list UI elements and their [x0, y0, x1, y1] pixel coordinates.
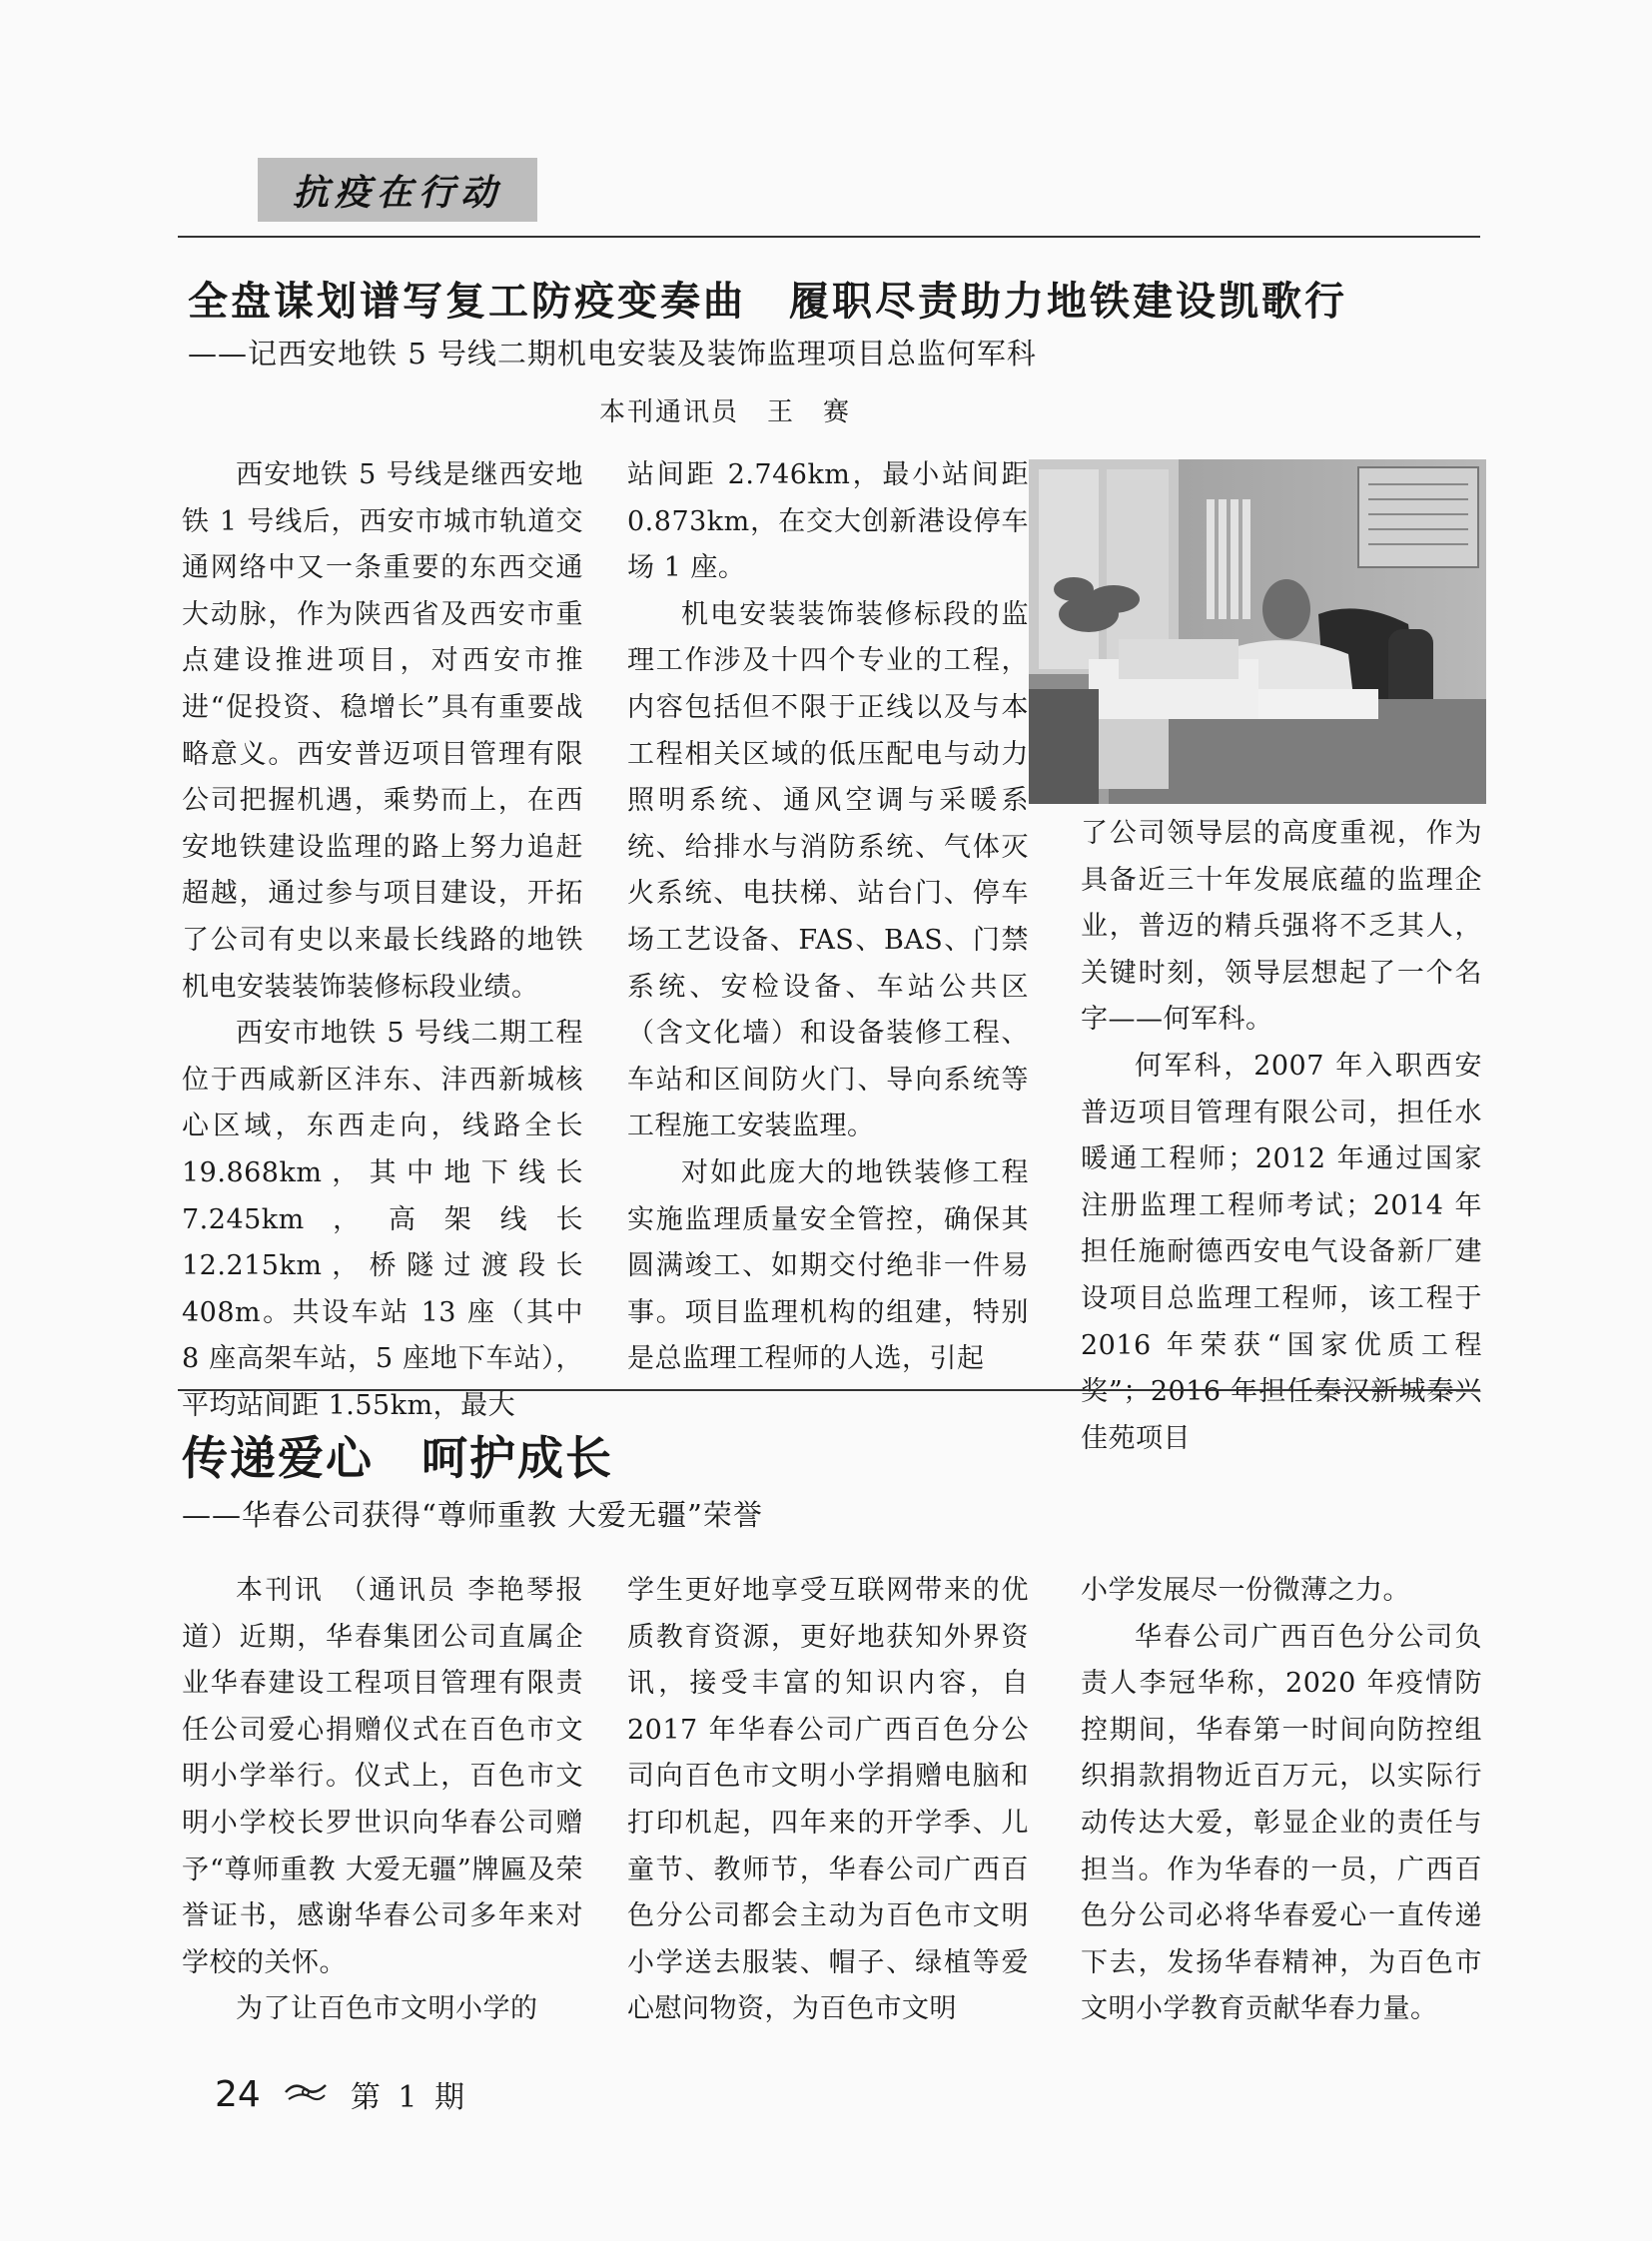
paragraph: 了公司领导层的高度重视，作为具备近三十年发展底蕴的监理企业，普迈的精兵强将不乏其人，关键时刻，领导层想起了一个名字——何军科。: [1081, 818, 1482, 1036]
article1-title: 全盘谋划谱写复工防疫变奏曲 履职尽责助力地铁建设凯歌行: [188, 278, 1347, 325]
paragraph: 学生更好地享受互联网带来的优质教育资源，更好地获知外界资讯，接受丰富的知识内容，自 2017 年华春公司广西百色分公司向百色市文明小学捐赠电脑和打印机起，四年来的开学季、儿童节、教师节，华春公司广西百色分公司都会主动为百色市文明小学送去服装、帽子、绿植等爱心慰问物资，为百色市文明: [627, 1575, 1029, 2025]
page-number: 24: [215, 2073, 261, 2115]
article1-column-1: [182, 452, 583, 1429]
article1-column-2: [627, 452, 1029, 1383]
section-tag: 抗疫在行动: [258, 158, 537, 222]
paragraph: 小学发展尽一份微薄之力。: [1081, 1575, 1410, 1606]
article1-byline: 本刊通讯员 王 赛: [599, 397, 852, 427]
paragraph: 对如此庞大的地铁装修工程实施监理质量安全管控，确保其圆满竣工、如期交付绝非一件易事。项目监理机构的组建，特别是总监理工程师的人选，引起: [627, 1156, 1029, 1375]
article2-column-1: [182, 1568, 583, 2033]
article1-column-3: [1081, 811, 1482, 1462]
top-divider: [178, 236, 1480, 238]
article2-column-2: [627, 1568, 1029, 2033]
office-photo: [1029, 459, 1486, 804]
paragraph: 西安市地铁 5 号线二期工程位于西咸新区沣东、沣西新城核心区域，东西走向，线路全长 19.868km，其中地下线长 7.245km，高架线长 12.215km，桥隧过渡段长 408m。共设车站 13 座（其中 8 座高架车站，5 座地下车站），平均站间距 1.55km，最大: [182, 1018, 583, 1421]
article2-subtitle: ——华春公司获得“尊师重教 大爱无疆”荣誉: [182, 1498, 763, 1532]
issue-label: 第 1 期: [350, 2080, 468, 2115]
paragraph: 站间距 2.746km，最小站间距 0.873km，在交大创新港设停车场 1 座。: [627, 459, 1029, 584]
article2-title: 传递爱心 呵护成长: [182, 1431, 613, 1485]
article2-column-3: [1081, 1568, 1482, 2033]
section-divider: [178, 1389, 1480, 1391]
paragraph: 机电安装装饰装修标段的监理工作涉及十四个专业的工程，内容包括但不限于正线以及与本工程相关区域的低压配电与动力照明系统、通风空调与采暖系统、给排水与消防系统、气体灭火系统、电扶梯、站台门、停车场工艺设备、FAS、BAS、门禁系统、安检设备、车站公共区（含文化墙）和设备装修工程、车站和区间防火门、导向系统等工程施工安装监理。: [627, 598, 1029, 1142]
paragraph: 西安地铁 5 号线是继西安地铁 1 号线后，西安市城市轨道交通网络中又一条重要的东西交通大动脉，作为陕西省及西安市重点建设推进项目，对西安市推进“促投资、稳增长”具有重要战略意义。西安普迈项目管理有限公司把握机遇，乘势而上，在西安地铁建设监理的路上努力追赶超越，通过参与项目建设，开拓了公司有史以来最长线路的地铁机电安装装饰装修标段业绩。: [182, 459, 583, 1003]
paragraph: 为了让百色市文明小学的: [236, 1993, 538, 2025]
article1-subtitle: ——记西安地铁 5 号线二期机电安装及装饰监理项目总监何军科: [188, 337, 1037, 371]
paragraph: 何军科，2007 年入职西安普迈项目管理有限公司，担任水暖通工程师；2012 年通过国家注册监理工程师考试；2014 年担任施耐德西安电气设备新厂建设项目总监理工程师，该工程于 2016 年荣获“国家优质工程奖”；2016 年担任秦汉新城秦兴佳苑项目: [1081, 1050, 1482, 1454]
paragraph: 本刊讯 （通讯员 李艳琴报道）近期，华春集团公司直属企业华春建设工程项目管理有限责任公司爱心捐赠仪式在百色市文明小学举行。仪式上，百色市文明小学校长罗世识向华春公司赠予“尊师重教 大爱无疆”牌匾及荣誉证书，感谢华春公司多年来对学校的关怀。: [182, 1575, 583, 1978]
swirl-ornament-icon: [283, 2079, 329, 2109]
page-footer: [215, 2069, 468, 2119]
paragraph: 华春公司广西百色分公司负责人李冠华称，2020 年疫情防控期间，华春第一时间向防控组织捐款捐物近百万元，以实际行动传达大爱，彰显企业的责任与担当。作为华春的一员，广西百色分公司必将华春爱心一直传递下去，发扬华春精神，为百色市文明小学教育贡献华春力量。: [1081, 1621, 1482, 2025]
